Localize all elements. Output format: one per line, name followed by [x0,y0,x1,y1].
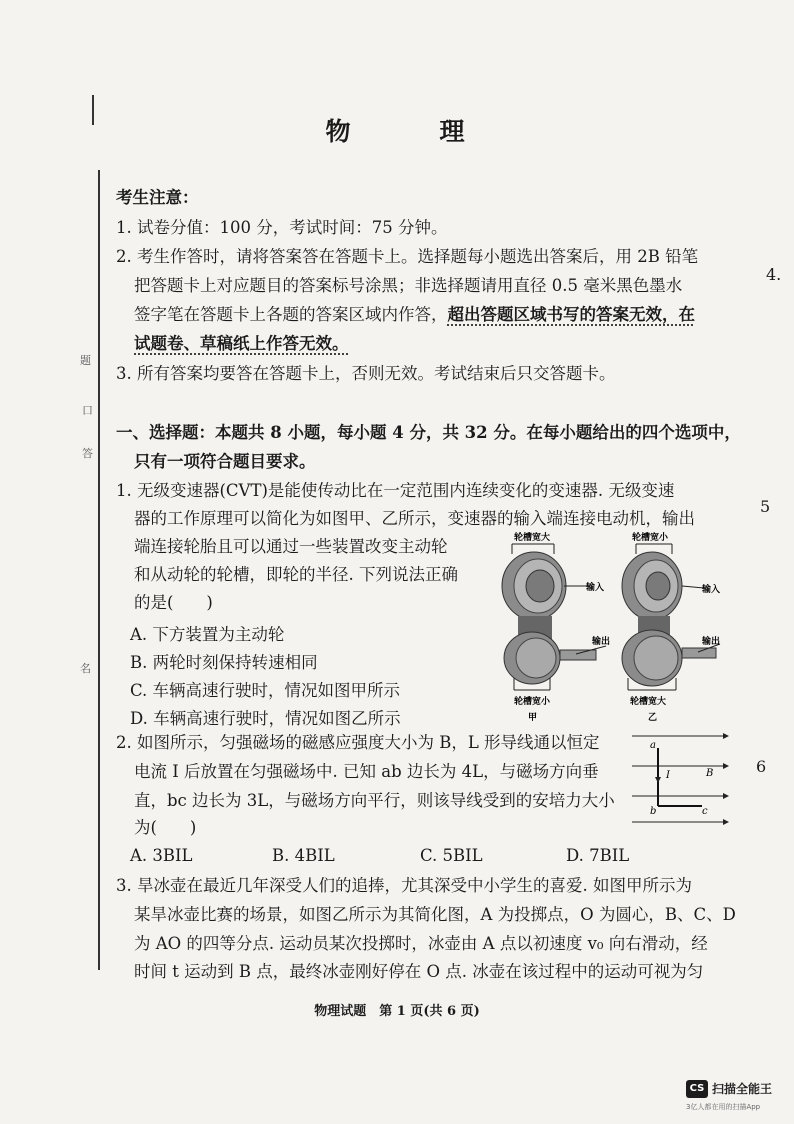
q1-option-b: B. 两轮时刻保持转速相同 [130,653,318,672]
q2-line-3: 直，bc 边长为 3L，与磁场方向平行，则该导线受到的安培力大小 [134,791,615,810]
notice-item-2-line-1: 2. 考生作答时，请将答案答在答题卡上。选择题每小题选出答案后，用 2B 铅笔 [116,247,699,266]
notice-item-2-line-3 [134,305,695,325]
magnetic-field-figure [630,730,734,830]
q1-line-3: 端连接轮胎且可以通过一些装置改变主动轮 [134,537,448,556]
fig-yi-caption: 乙 [648,713,658,723]
q2-option-c: C. 5BIL [420,846,483,865]
fig-yi-output-label: 输出 [702,637,721,647]
q2-line-4: 为( ) [134,818,197,837]
q2-option-b: B. 4BIL [272,846,335,865]
cvt-figure [488,528,728,728]
notice-heading: 考生注意： [116,188,199,207]
q2-option-a: A. 3BIL [130,846,193,865]
q2-line-2: 电流 I 后放置在匀强磁场中. 已知 ab 边长为 4L，与磁场方向垂 [134,762,599,781]
fig-jia-top-label: 轮槽宽大 [514,533,551,543]
page-title: 物 理 [325,117,497,146]
notice-item-2-line-2: 把答题卡上对应题目的答案标号涂黑；非选择题请用直径 0.5 毫米黑色墨水 [134,276,683,295]
fig-yi-input-label: 输入 [702,585,721,595]
q3-line-4: 时间 t 运动到 B 点，最终冰壶刚好停在 O 点. 冰壶在该过程中的运动可视为匀 [134,962,704,981]
notice-item-3: 3. 所有答案均要答在答题卡上，否则无效。考试结束后只交答题卡。 [116,364,616,383]
point-b: b [650,806,657,817]
notice-item-2-line-4: 试题卷、草稿纸上作答无效。 [134,334,349,353]
q1-option-c: C. 车辆高速行驶时，情况如图甲所示 [130,681,401,700]
q1-line-4: 和从动轮的轮槽，即轮的半径. 下列说法正确 [134,565,458,584]
right-margin-4: 4. [766,265,782,284]
margin-char-3: 答 [82,447,93,460]
q1-option-d: D. 车辆高速行驶时，情况如图乙所示 [130,709,401,728]
notice-item-2-line-3b: 超出答题区域书写的答案无效，在 [447,305,695,324]
fig-jia-output-label: 输出 [592,637,611,647]
section-1-heading: 一、选择题：本题共 8 小题，每小题 4 分，共 32 分。在每小题给出的四个选项中， [116,423,741,442]
fig-yi-bottom-label: 轮槽宽大 [630,697,667,707]
q1-line-1: 1. 无级变速器(CVT)是能使传动比在一定范围内连续变化的变速器. 无级变速 [116,481,675,500]
camscanner-name: 扫描全能王 [712,1082,773,1096]
right-margin-6: 6 [756,757,767,776]
margin-char-4: 名 [80,662,91,675]
q1-line-2: 器的工作原理可以简化为如图甲、乙所示，变速器的输入端连接电动机，输出 [134,509,695,528]
binding-line [98,170,100,970]
cvt-jia-assembly [502,544,606,690]
fig-jia-input-label: 输入 [586,583,605,593]
q3-line-2: 某旱冰壶比赛的场景，如图乙所示为其简化图，A 为投掷点，O 为圆心，B、C、D [134,905,736,924]
margin-char-2: 口 [82,404,93,417]
section-1-subheading: 只有一项符合题目要求。 [134,452,316,471]
right-margin-5: 5 [760,497,771,516]
q3-line-3: 为 AO 的四等分点. 运动员某次投掷时，冰壶由 A 点以初速度 v₀ 向右滑动，经 [134,934,708,953]
current-label: I [666,770,670,781]
page-footer: 物理试题 第 1 页(共 6 页) [314,1004,480,1019]
camscanner-logo: CS [686,1080,708,1098]
q3-line-1: 3. 旱冰壶在最近几年深受人们的追捧，尤其深受中小学生的喜爱. 如图甲所示为 [116,876,692,895]
notice-item-1: 1. 试卷分值：100 分，考试时间：75 分钟。 [116,218,448,237]
point-a: a [650,740,656,751]
q1-option-a: A. 下方装置为主动轮 [130,625,285,644]
point-c: c [702,806,708,817]
fig-jia-caption: 甲 [528,713,538,723]
q1-line-5: 的是( ) [134,593,213,612]
camscanner-tagline: 3亿人都在用的扫描App [686,1103,761,1111]
q2-option-d: D. 7BIL [566,846,630,865]
fig-jia-bottom-label: 轮槽宽小 [514,697,551,707]
margin-char-1: 题 [80,354,91,367]
fig-yi-top-label: 轮槽宽小 [632,533,669,543]
cvt-yi-assembly [622,544,720,690]
notice-item-2-line-3a: 签字笔在答题卡上各题的答案区域内作答， [134,305,448,324]
field-label: B [706,768,714,779]
q2-line-1: 2. 如图所示，匀强磁场的磁感应强度大小为 B，L 形导线通以恒定 [116,733,600,752]
